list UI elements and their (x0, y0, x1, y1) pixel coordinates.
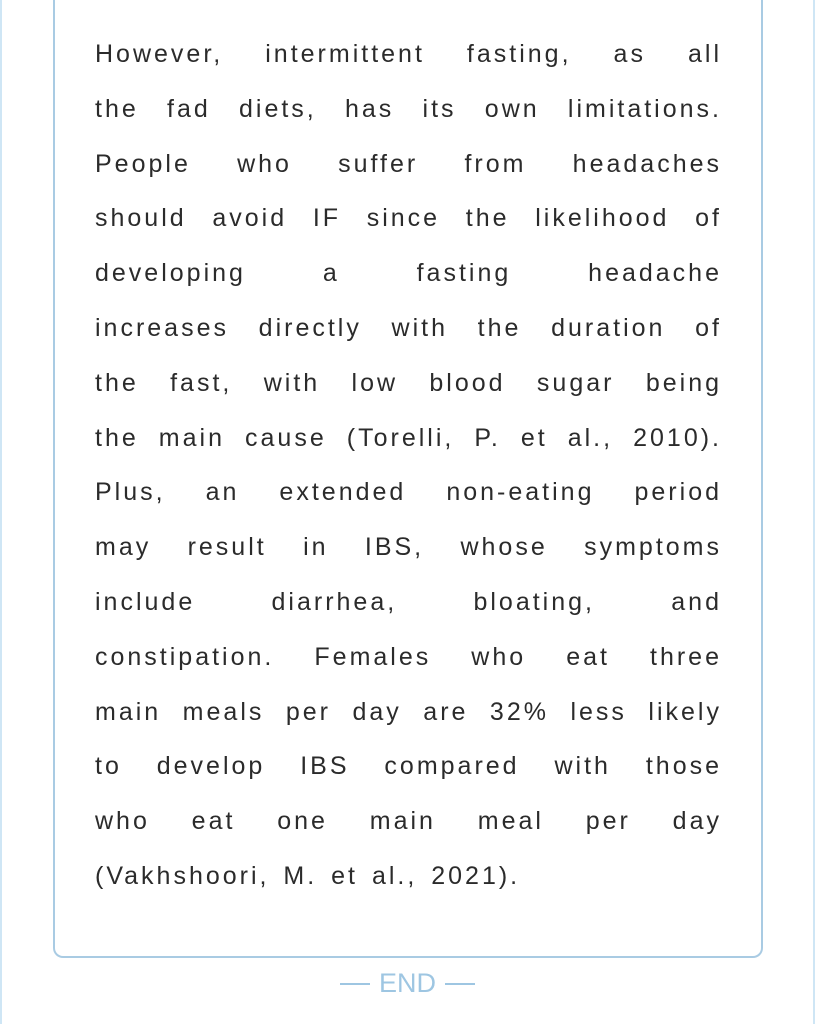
paragraph-line: should avoid IF since the likelihood of (95, 204, 722, 233)
paragraph-line: the main cause (Torelli, P. et al., 2010). (95, 423, 722, 452)
end-dash-left (340, 983, 370, 985)
paragraph-line: to develop IBS compared with those (95, 752, 722, 781)
paragraph-line: main meals per day are 32% less likely (95, 697, 722, 726)
paragraph-line: constipation. Females who eat three (95, 642, 722, 671)
left-edge-line (0, 0, 2, 1024)
paragraph-line: the fad diets, has its own limitations. (95, 94, 722, 123)
article-paragraph (95, 27, 722, 904)
end-label: END (378, 968, 436, 998)
end-marker (0, 968, 815, 999)
paragraph-line: increases directly with the duration of (95, 313, 722, 342)
paragraph-line: may result in IBS, whose symptoms (95, 533, 722, 562)
paragraph-line: the fast, with low blood sugar being (95, 368, 722, 397)
paragraph-line: Plus, an extended non-eating period (95, 478, 722, 507)
paragraph-line: People who suffer from headaches (95, 149, 722, 178)
end-dash-right (445, 983, 475, 985)
paragraph-line: include diarrhea, bloating, and (95, 587, 722, 616)
paragraph-line: developing a fasting headache (95, 259, 722, 288)
paragraph-line: However, intermittent fasting, as all (95, 40, 722, 68)
paragraph-line: (Vakhshoori, M. et al., 2021). (95, 861, 521, 890)
paragraph-line: who eat one main meal per day (95, 807, 722, 836)
